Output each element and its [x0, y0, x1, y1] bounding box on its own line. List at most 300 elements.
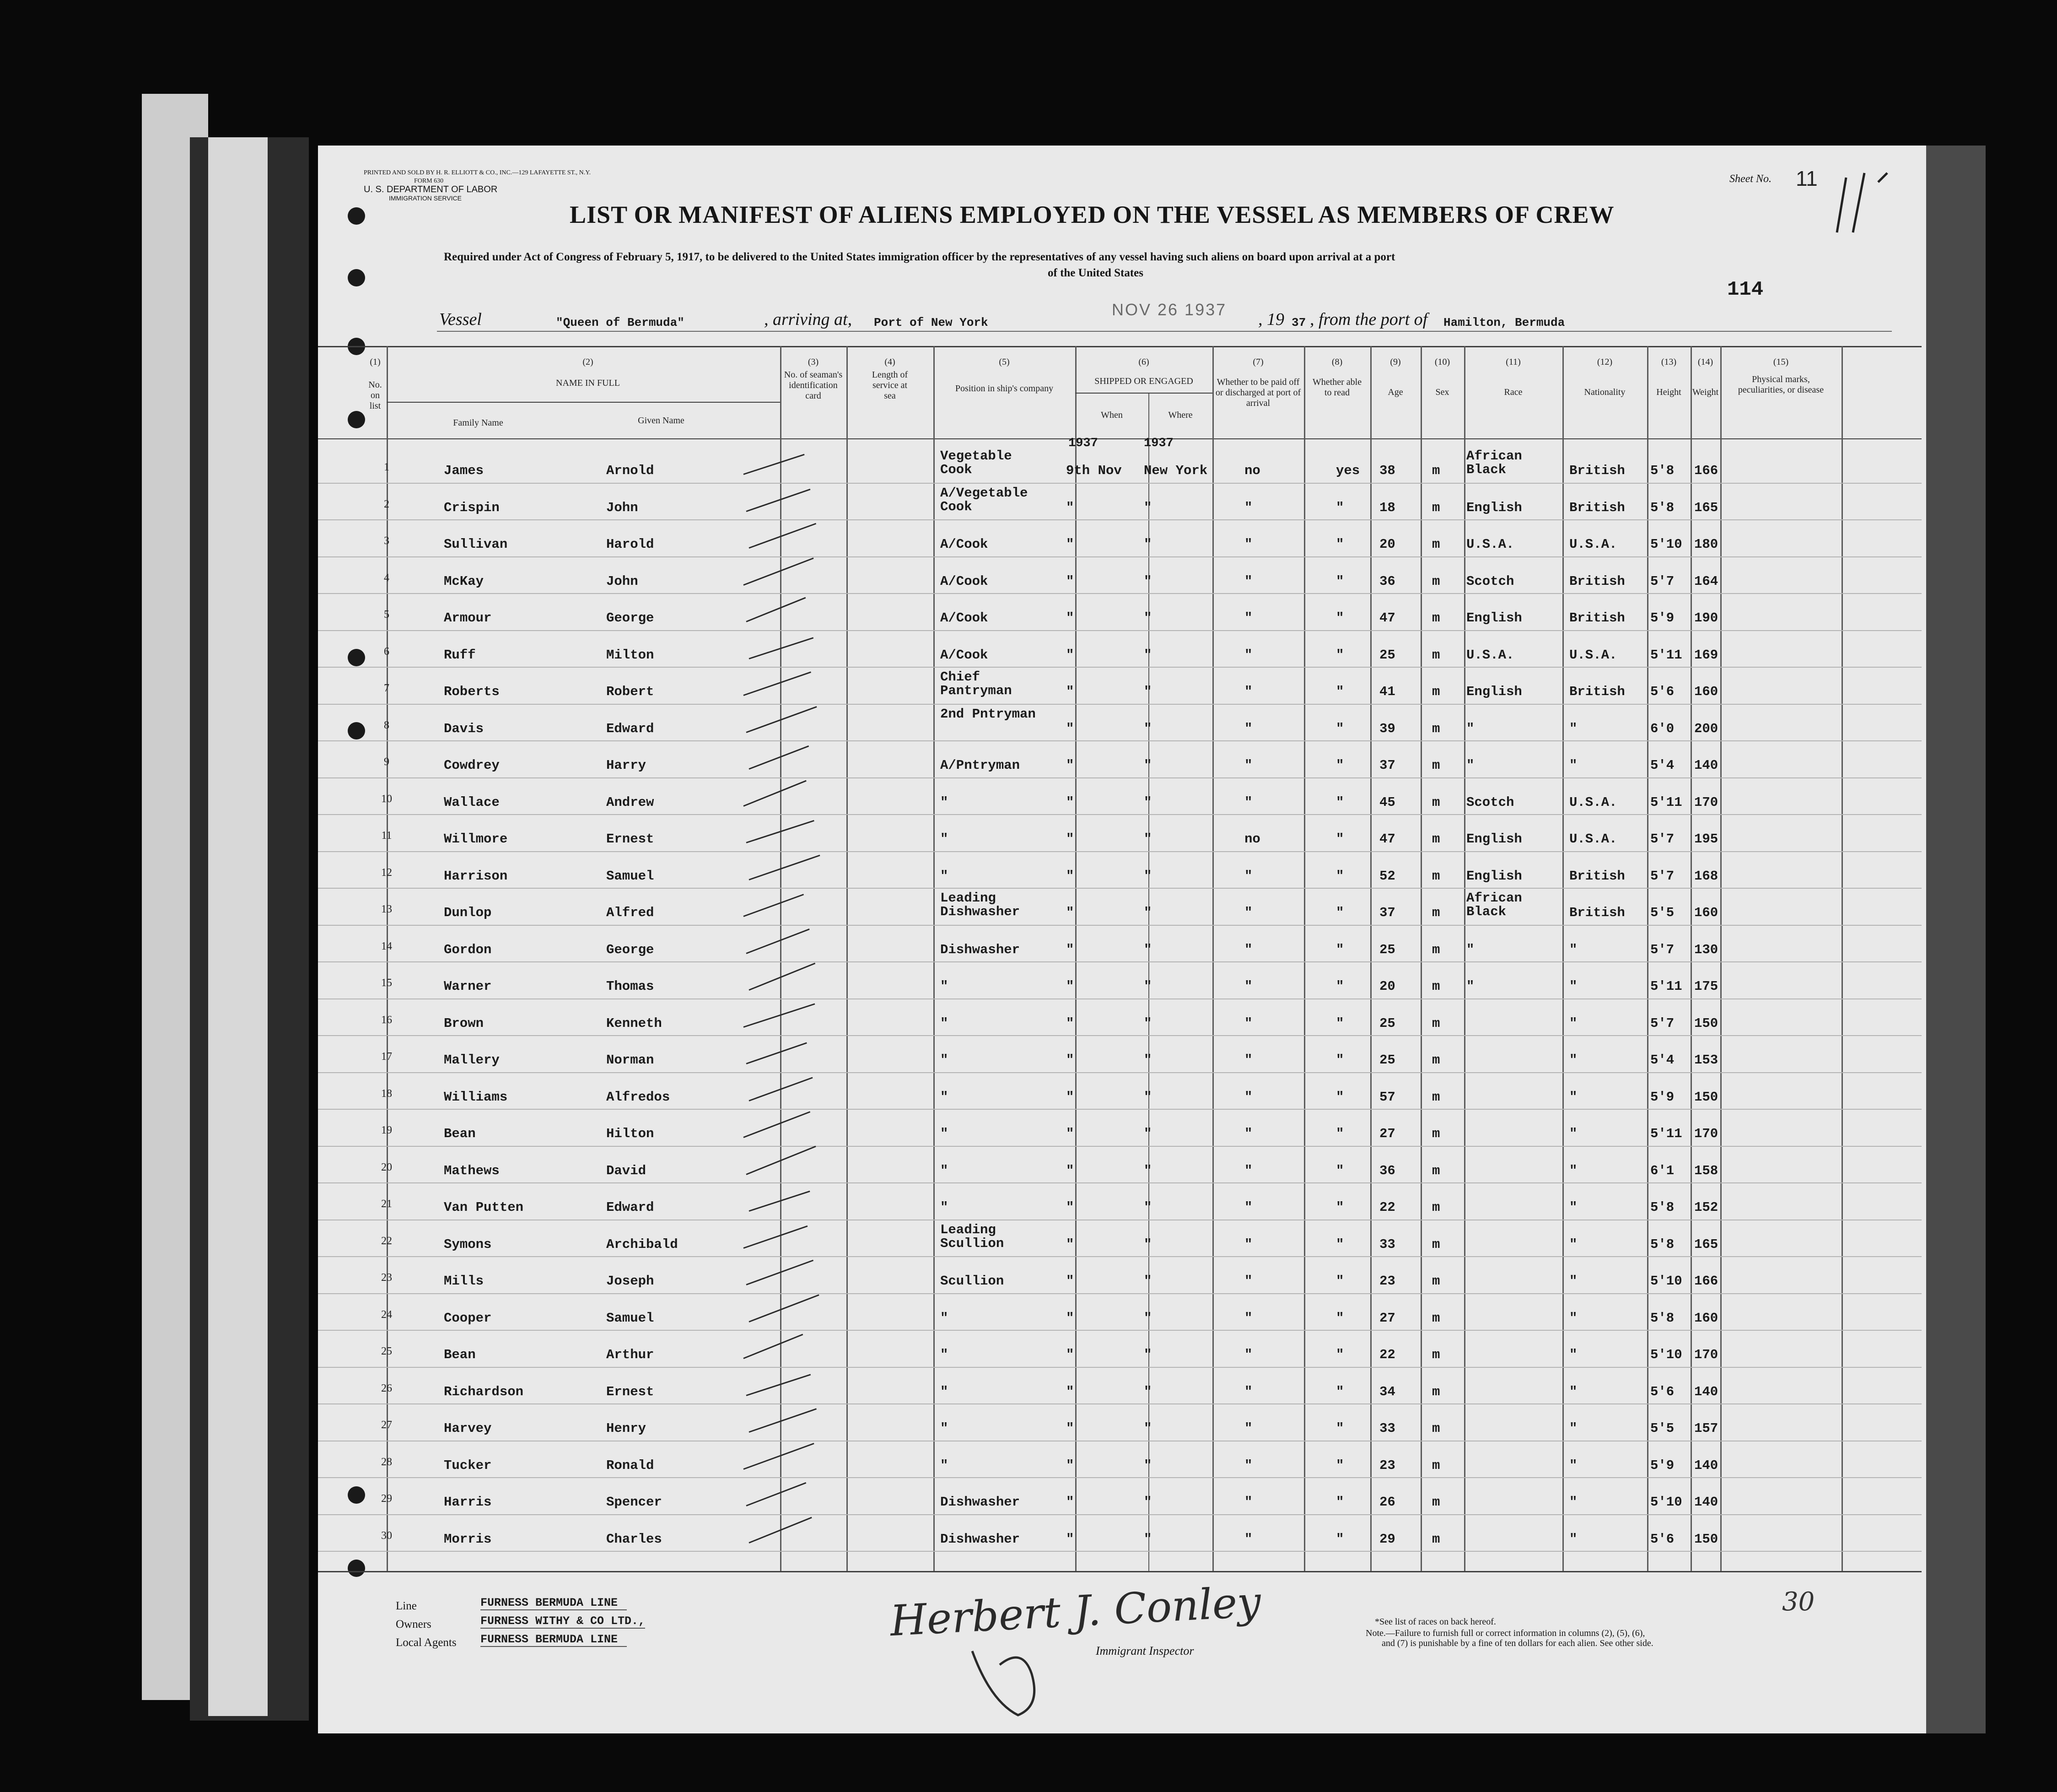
- signature-flourish: [963, 1637, 1055, 1729]
- id-card-check-mark: [746, 1042, 807, 1064]
- cell-weight: 158: [1694, 1163, 1718, 1178]
- cell-family: Gordon: [444, 942, 492, 957]
- cell-given: Milton: [606, 647, 654, 663]
- row-rule: [318, 1367, 1922, 1368]
- cell-read: ": [1336, 537, 1344, 552]
- cell-paid: ": [1244, 942, 1253, 957]
- id-card-check-mark: [748, 745, 809, 770]
- id-card-check-mark: [746, 928, 809, 954]
- cell-where: ": [1144, 1126, 1152, 1141]
- col-rule: [1370, 346, 1372, 1571]
- cell-when: ": [1066, 1200, 1074, 1215]
- cell-position: ": [940, 1126, 948, 1141]
- cell-given: Hilton: [606, 1126, 654, 1141]
- cell-height: 5'11: [1650, 647, 1682, 663]
- cell-when: ": [1066, 1126, 1074, 1141]
- cell-no: 18: [381, 1087, 392, 1100]
- cell-where: ": [1144, 1163, 1152, 1178]
- cell-nationality: British: [1569, 610, 1625, 626]
- cell-age: 20: [1379, 537, 1395, 552]
- cell-family: Dunlop: [444, 905, 492, 920]
- cell-where: ": [1144, 1347, 1152, 1362]
- cell-position: ": [940, 868, 948, 884]
- cell-given: Ronald: [606, 1457, 654, 1473]
- cell-age: 27: [1379, 1310, 1395, 1326]
- cell-family: Symons: [444, 1236, 492, 1252]
- punch-hole: [348, 1560, 365, 1577]
- year-prefix: , 19: [1258, 310, 1284, 329]
- cell-sex: m: [1432, 684, 1440, 699]
- cell-age: 37: [1379, 758, 1395, 773]
- cell-family: Bean: [444, 1347, 476, 1362]
- cell-family: Armour: [444, 610, 492, 626]
- cell-when: ": [1066, 831, 1074, 847]
- cell-race: English: [1466, 684, 1522, 699]
- cell-no: 19: [381, 1124, 392, 1136]
- col1-num: (1): [370, 357, 381, 367]
- cell-family: Harrison: [444, 868, 508, 884]
- cell-given: Samuel: [606, 1310, 654, 1326]
- cell-position: A/Cook: [940, 537, 988, 552]
- cell-where: ": [1144, 979, 1152, 994]
- cell-where: ": [1144, 1384, 1152, 1399]
- punch-hole: [348, 269, 365, 286]
- row-rule: [318, 1109, 1922, 1110]
- cell-position: ": [940, 1163, 948, 1178]
- cell-position: ": [940, 794, 948, 810]
- cell-position: Dishwasher: [940, 1531, 1020, 1547]
- col3-num: (3): [808, 357, 819, 367]
- col1-label: No. on list: [368, 380, 382, 411]
- row-rule: [318, 519, 1922, 520]
- cell-paid: ": [1244, 684, 1253, 699]
- sheet-number: 11: [1796, 167, 1818, 190]
- cell-nationality: ": [1569, 1531, 1578, 1547]
- col-rule: [1075, 346, 1077, 1571]
- col2-given: Given Name: [638, 416, 684, 426]
- cell-given: David: [606, 1163, 646, 1178]
- cell-family: Wallace: [444, 794, 500, 810]
- cell-paid: ": [1244, 1495, 1253, 1510]
- cell-height: 5'7: [1650, 942, 1675, 957]
- cell-sex: m: [1432, 1163, 1440, 1178]
- cell-paid: no: [1244, 831, 1260, 847]
- cell-position: A/Pntryman: [940, 758, 1020, 773]
- cell-nationality: U.S.A.: [1569, 831, 1617, 847]
- cell-weight: 190: [1694, 610, 1718, 626]
- cell-height: 5'8: [1650, 1236, 1675, 1252]
- cell-sex: m: [1432, 831, 1440, 847]
- cell-no: 26: [381, 1382, 392, 1394]
- cell-when: ": [1066, 1236, 1074, 1252]
- cell-position: Vegetable Cook: [940, 448, 1012, 477]
- id-card-check-mark: [746, 706, 817, 733]
- cell-when: ": [1066, 1089, 1074, 1105]
- cell-given: Ernest: [606, 1384, 654, 1399]
- id-card-check-mark: [746, 597, 806, 622]
- cell-read: ": [1336, 684, 1344, 699]
- col2-family: Family Name: [453, 418, 503, 428]
- cell-weight: 170: [1694, 1347, 1718, 1362]
- cell-paid: ": [1244, 1089, 1253, 1105]
- cell-where: New York: [1144, 463, 1208, 478]
- cell-age: 38: [1379, 463, 1395, 478]
- cell-position: ": [940, 1421, 948, 1436]
- cell-read: ": [1336, 1089, 1344, 1105]
- cell-family: James: [444, 463, 484, 478]
- cell-read: ": [1336, 1421, 1344, 1436]
- cell-no: 13: [381, 903, 392, 915]
- cell-position: ": [940, 1310, 948, 1326]
- cell-sex: m: [1432, 1053, 1440, 1068]
- col-rule: [780, 346, 781, 1571]
- col-rule: [1304, 346, 1305, 1571]
- cell-no: 4: [384, 572, 389, 584]
- cell-height: 5'8: [1650, 1200, 1675, 1215]
- cell-where: ": [1144, 1053, 1152, 1068]
- cell-nationality: U.S.A.: [1569, 647, 1617, 663]
- cell-position: ": [940, 1053, 948, 1068]
- cell-height: 5'9: [1650, 610, 1675, 626]
- cell-age: 36: [1379, 1163, 1395, 1178]
- id-card-check-mark: [743, 1111, 810, 1138]
- cell-family: Bean: [444, 1126, 476, 1141]
- cell-read: ": [1336, 905, 1344, 920]
- id-card-check-mark: [749, 854, 820, 880]
- cell-nationality: ": [1569, 1384, 1578, 1399]
- cell-sex: m: [1432, 610, 1440, 626]
- cell-height: 5'11: [1650, 979, 1682, 994]
- cell-when: ": [1066, 794, 1074, 810]
- cell-race: African Black: [1466, 891, 1522, 919]
- col10-label: Sex: [1435, 387, 1449, 397]
- cell-read: ": [1336, 1126, 1344, 1141]
- cell-family: Willmore: [444, 831, 508, 847]
- cell-weight: 175: [1694, 979, 1718, 994]
- row-rule: [318, 630, 1922, 631]
- cell-read: ": [1336, 1495, 1344, 1510]
- cell-nationality: ": [1569, 1053, 1578, 1068]
- cell-paid: ": [1244, 1347, 1253, 1362]
- vessel-label: Vessel: [439, 310, 482, 329]
- cell-nationality: British: [1569, 500, 1625, 515]
- cell-height: 5'6: [1650, 684, 1675, 699]
- cell-given: George: [606, 942, 654, 957]
- cell-weight: 165: [1694, 500, 1718, 515]
- agents-value: FURNESS BERMUDA LINE: [480, 1633, 627, 1647]
- cell-read: ": [1336, 1236, 1344, 1252]
- cell-weight: 166: [1694, 1274, 1718, 1289]
- col2-label: NAME IN FULL: [556, 378, 620, 388]
- cell-family: Mills: [444, 1274, 484, 1289]
- cell-given: Alfredos: [606, 1089, 670, 1105]
- cell-weight: 150: [1694, 1531, 1718, 1547]
- cell-given: Henry: [606, 1421, 646, 1436]
- cell-weight: 180: [1694, 537, 1718, 552]
- cell-given: Edward: [606, 1200, 654, 1215]
- id-card-check-mark: [743, 454, 805, 475]
- cell-sex: m: [1432, 1126, 1440, 1141]
- cell-position: ": [940, 1384, 948, 1399]
- row-rule: [318, 556, 1922, 557]
- cell-position: Leading Dishwasher: [940, 891, 1020, 919]
- cell-given: Norman: [606, 1053, 654, 1068]
- cell-given: Arnold: [606, 463, 654, 478]
- cell-age: 20: [1379, 979, 1395, 994]
- row-rule: [318, 1293, 1922, 1294]
- cell-weight: 195: [1694, 831, 1718, 847]
- cell-where: ": [1144, 647, 1152, 663]
- cell-given: Robert: [606, 684, 654, 699]
- cell-race: English: [1466, 831, 1522, 847]
- cell-nationality: British: [1569, 905, 1625, 920]
- cell-no: 25: [381, 1345, 392, 1357]
- cell-paid: ": [1244, 758, 1253, 773]
- cell-where: ": [1144, 721, 1152, 736]
- cell-family: Crispin: [444, 500, 500, 515]
- cell-where: ": [1144, 1457, 1152, 1473]
- cell-nationality: U.S.A.: [1569, 537, 1617, 552]
- arriving-port: Port of New York: [874, 316, 988, 329]
- cell-given: Charles: [606, 1531, 662, 1547]
- cell-sex: m: [1432, 500, 1440, 515]
- cell-where: ": [1144, 1274, 1152, 1289]
- cell-no: 9: [384, 756, 389, 768]
- cell-weight: 152: [1694, 1200, 1718, 1215]
- cell-race: U.S.A.: [1466, 647, 1514, 663]
- col6-when: When: [1101, 410, 1123, 420]
- cell-when: ": [1066, 1384, 1074, 1399]
- cell-height: 5'4: [1650, 758, 1675, 773]
- cell-height: 5'9: [1650, 1089, 1675, 1105]
- cell-sex: m: [1432, 1200, 1440, 1215]
- cell-nationality: British: [1569, 463, 1625, 478]
- cell-family: Harvey: [444, 1421, 492, 1436]
- form-number: FORM 630: [414, 178, 444, 184]
- cell-position: ": [940, 1015, 948, 1031]
- cell-age: 27: [1379, 1126, 1395, 1141]
- cell-where: ": [1144, 500, 1152, 515]
- cell-position: ": [940, 1200, 948, 1215]
- cell-no: 14: [381, 940, 392, 952]
- cell-paid: ": [1244, 1236, 1253, 1252]
- col12-label: Nationality: [1584, 387, 1626, 397]
- cell-given: John: [606, 500, 638, 515]
- punch-hole: [348, 649, 365, 666]
- cell-nationality: ": [1569, 1015, 1578, 1031]
- cell-family: Mallery: [444, 1053, 500, 1068]
- col9-num: (9): [1390, 357, 1401, 367]
- line-label: Line: [396, 1600, 417, 1612]
- cell-no: 12: [381, 866, 392, 879]
- cell-height: 5'8: [1650, 500, 1675, 515]
- cell-family: Cowdrey: [444, 758, 500, 773]
- cell-when: ": [1066, 647, 1074, 663]
- id-card-check-mark: [743, 894, 804, 917]
- where-year: 1937: [1144, 437, 1174, 450]
- cell-family: Richardson: [444, 1384, 524, 1399]
- printer-line: PRINTED AND SOLD BY H. R. ELLIOTT & CO., INC.—129 LAFAYETTE ST., N.Y.: [364, 169, 591, 176]
- col5-label: Position in ship's company: [955, 383, 1054, 394]
- id-card-check-mark: [749, 1408, 817, 1433]
- cell-read: ": [1336, 610, 1344, 626]
- cell-sex: m: [1432, 1347, 1440, 1362]
- row-rule: [318, 1182, 1922, 1183]
- cell-where: ": [1144, 684, 1152, 699]
- cell-read: ": [1336, 1274, 1344, 1289]
- cell-weight: 166: [1694, 463, 1718, 478]
- cell-when: ": [1066, 1163, 1074, 1178]
- table-header-border: [318, 438, 1922, 439]
- cell-age: 25: [1379, 942, 1395, 957]
- cell-position: Dishwasher: [940, 1495, 1020, 1510]
- cell-height: 5'8: [1650, 1310, 1675, 1326]
- cell-sex: m: [1432, 1384, 1440, 1399]
- col4-label: Length of service at sea: [872, 370, 908, 401]
- row-rule: [318, 1146, 1922, 1147]
- sheet-label: Sheet No.: [1729, 173, 1772, 185]
- cell-age: 29: [1379, 1531, 1395, 1547]
- cell-given: Thomas: [606, 979, 654, 994]
- cell-position: ": [940, 1347, 948, 1362]
- cell-where: ": [1144, 1421, 1152, 1436]
- handwritten-count: 30: [1782, 1587, 1815, 1617]
- cell-no: 30: [381, 1529, 392, 1542]
- cell-paid: ": [1244, 1531, 1253, 1547]
- cell-where: ": [1144, 1236, 1152, 1252]
- cell-no: 29: [381, 1493, 392, 1505]
- cell-race: African Black: [1466, 448, 1522, 477]
- cell-given: Harold: [606, 537, 654, 552]
- punch-hole: [348, 411, 365, 428]
- cell-sex: m: [1432, 905, 1440, 920]
- col10-num: (10): [1434, 357, 1450, 367]
- cell-nationality: ": [1569, 1089, 1578, 1105]
- vessel-name: "Queen of Bermuda": [556, 316, 684, 329]
- cell-position: ": [940, 1089, 948, 1105]
- cell-read: ": [1336, 758, 1344, 773]
- cell-family: Van Putten: [444, 1200, 524, 1215]
- row-rule: [318, 1072, 1922, 1073]
- col14-label: Weight: [1692, 387, 1719, 397]
- cell-no: 1: [384, 461, 389, 473]
- cell-read: ": [1336, 1384, 1344, 1399]
- subtitle-cont: of the United States: [1048, 267, 1144, 279]
- cell-paid: ": [1244, 1274, 1253, 1289]
- col-rule: [846, 346, 848, 1571]
- col11-num: (11): [1506, 357, 1521, 367]
- cell-read: ": [1336, 979, 1344, 994]
- cell-paid: ": [1244, 979, 1253, 994]
- cell-age: 47: [1379, 831, 1395, 847]
- cell-paid: ": [1244, 905, 1253, 920]
- row-rule: [318, 1551, 1922, 1552]
- cell-paid: ": [1244, 573, 1253, 589]
- cell-given: Andrew: [606, 794, 654, 810]
- cell-age: 23: [1379, 1274, 1395, 1289]
- col-rule: [1562, 346, 1564, 1571]
- cell-where: ": [1144, 868, 1152, 884]
- col13-num: (13): [1661, 357, 1677, 367]
- col-rule: [1691, 346, 1692, 1571]
- cell-when: ": [1066, 721, 1074, 736]
- cell-no: 5: [384, 609, 389, 621]
- cell-when: ": [1066, 1495, 1074, 1510]
- cell-read: yes: [1336, 463, 1360, 478]
- cell-weight: 168: [1694, 868, 1718, 884]
- cell-family: Roberts: [444, 684, 500, 699]
- cell-sex: m: [1432, 794, 1440, 810]
- cell-position: Chief Pantryman: [940, 669, 1012, 698]
- cell-race: ": [1466, 979, 1475, 994]
- cell-no: 22: [381, 1235, 392, 1247]
- cell-when: 9th Nov: [1066, 463, 1122, 478]
- cell-sex: m: [1432, 1495, 1440, 1510]
- cell-height: 6'1: [1650, 1163, 1675, 1178]
- cell-no: 6: [384, 645, 389, 658]
- cell-weight: 200: [1694, 721, 1718, 736]
- cell-age: 47: [1379, 610, 1395, 626]
- punch-hole: [348, 207, 365, 225]
- cell-when: ": [1066, 1015, 1074, 1031]
- cell-read: ": [1336, 500, 1344, 515]
- cell-nationality: ": [1569, 721, 1578, 736]
- cell-nationality: British: [1569, 868, 1625, 884]
- when-year: 1937: [1068, 437, 1098, 450]
- department: U. S. DEPARTMENT OF LABOR: [364, 184, 498, 194]
- cell-weight: 169: [1694, 647, 1718, 663]
- cell-paid: ": [1244, 610, 1253, 626]
- cell-read: ": [1336, 868, 1344, 884]
- cell-weight: 160: [1694, 1310, 1718, 1326]
- cell-age: 39: [1379, 721, 1395, 736]
- cell-nationality: ": [1569, 979, 1578, 994]
- col-rule: [1647, 346, 1648, 1571]
- row-rule: [318, 1330, 1922, 1331]
- cell-age: 25: [1379, 1053, 1395, 1068]
- binder-paper-edge: [208, 137, 268, 1716]
- cell-when: ": [1066, 1347, 1074, 1362]
- cell-weight: 130: [1694, 942, 1718, 957]
- cell-weight: 160: [1694, 905, 1718, 920]
- cell-paid: ": [1244, 868, 1253, 884]
- cell-read: ": [1336, 831, 1344, 847]
- cell-height: 5'6: [1650, 1531, 1675, 1547]
- col6-label: SHIPPED OR ENGAGED: [1094, 376, 1193, 386]
- cell-position: A/Cook: [940, 573, 988, 589]
- cell-read: ": [1336, 1200, 1344, 1215]
- cell-nationality: ": [1569, 1495, 1578, 1510]
- shipped-subheader-rule: [1075, 393, 1212, 394]
- cell-nationality: ": [1569, 1347, 1578, 1362]
- cell-given: John: [606, 573, 638, 589]
- punch-hole: [348, 1486, 365, 1504]
- page-edge-shadow: [1926, 146, 1986, 1733]
- cell-paid: ": [1244, 1421, 1253, 1436]
- cell-age: 45: [1379, 794, 1395, 810]
- id-card-check-mark: [743, 557, 813, 586]
- cell-family: Ruff: [444, 647, 476, 663]
- cell-position: A/Vegetable Cook: [940, 485, 1028, 514]
- cell-height: 5'11: [1650, 794, 1682, 810]
- cell-when: ": [1066, 500, 1074, 515]
- row-rule: [318, 814, 1922, 815]
- id-card-check-mark: [743, 671, 811, 696]
- cell-position: ": [940, 831, 948, 847]
- cell-given: Ernest: [606, 831, 654, 847]
- cell-position: Scullion: [940, 1274, 1004, 1289]
- cell-age: 22: [1379, 1347, 1395, 1362]
